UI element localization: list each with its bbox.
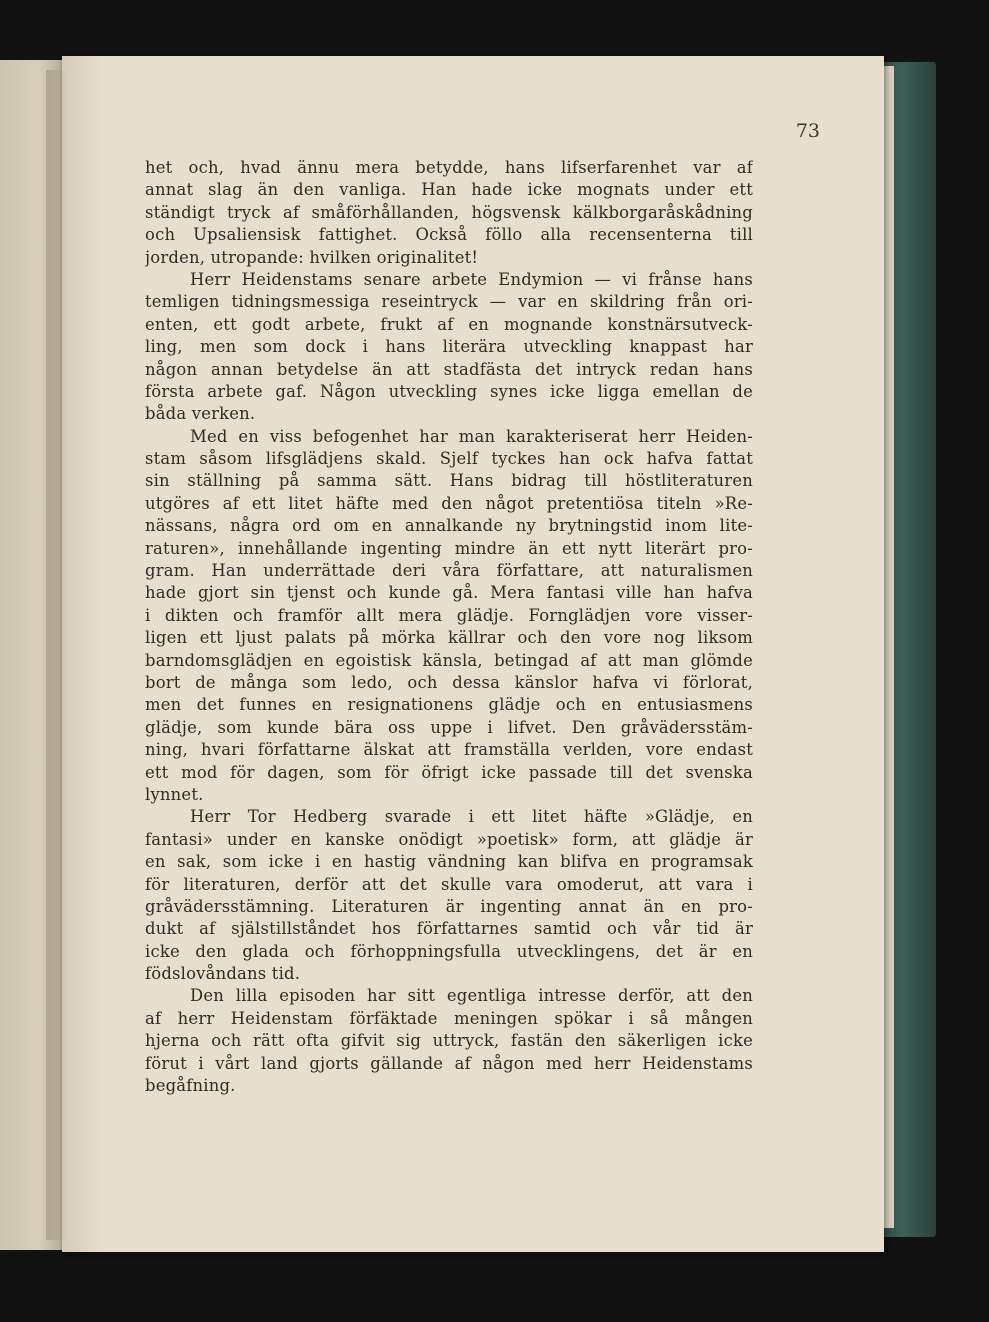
text-line: nässans, några ord om en annalkande ny brytningstid inom lite- bbox=[145, 516, 753, 536]
text-line: ett mod för dagen, som för öfrigt icke passade till det svenska bbox=[145, 762, 753, 782]
text-line: i dikten och framför allt mera glädje. Fornglädjen vore visser- bbox=[145, 605, 753, 625]
text-line: båda verken. bbox=[145, 404, 256, 424]
text-line: utgöres af ett litet häfte med den något pretentiösa titeln »Re- bbox=[145, 493, 753, 513]
text-line: en sak, som icke i en hastig vändning kan blifva en programsak bbox=[145, 852, 753, 872]
text-line: enten, ett godt arbete, frukt af en mognande konstnärsutveck- bbox=[145, 314, 753, 334]
text-line: men det funnes en resignationens glädje och en entusiasmens bbox=[145, 695, 753, 715]
text-line: annat slag än den vanliga. Han hade icke mognats under ett bbox=[145, 180, 753, 200]
text-line: temligen tidningsmessiga reseintryck — var en skildring från ori- bbox=[145, 292, 753, 312]
page-number: 73 bbox=[795, 120, 820, 142]
text-line: ständigt tryck af småförhållanden, högsvensk kälkborgaråskådning bbox=[145, 202, 753, 222]
text-line: af herr Heidenstam förfäktade meningen spökar i så mången bbox=[145, 1008, 753, 1028]
text-line: första arbete gaf. Någon utveckling synes icke ligga emellan de bbox=[145, 381, 753, 401]
text-line: stam såsom lifsglädjens skald. Sjelf tyckes han ock hafva fattat bbox=[145, 449, 753, 469]
text-line: någon annan betydelse än att stadfästa det intryck redan hans bbox=[145, 359, 753, 379]
text-line: fantasi» under en kanske onödigt »poetisk» form, att glädje är bbox=[145, 829, 753, 849]
text-line: ling, men som dock i hans literära utveckling knappast har bbox=[145, 337, 753, 357]
text-line: födslovåndans tid. bbox=[145, 964, 301, 984]
text-line: ning, hvari författarne älskat att framställa verlden, vore endast bbox=[145, 740, 753, 760]
text-line: för literaturen, derför att det skulle vara omoderut, att vara i bbox=[145, 874, 753, 894]
text-line: Med en viss befogenhet har man karakteriserat herr Heiden- bbox=[190, 426, 753, 446]
text-line: och Upsaliensisk fattighet. Också föllo alla recensenterna till bbox=[145, 225, 753, 245]
text-line: het och, hvad ännu mera betydde, hans lifserfarenhet var af bbox=[145, 158, 753, 177]
text-line: sin ställning på samma sätt. Hans bidrag till höstliteraturen bbox=[145, 471, 753, 491]
text-line: Herr Tor Hedberg svarade i ett litet häfte »Glädje, en bbox=[190, 807, 753, 827]
text-line: Herr Heidenstams senare arbete Endymion — vi frånse hans bbox=[190, 269, 753, 289]
text-line: Den lilla episoden har sitt egentliga intresse derför, att den bbox=[190, 986, 753, 1006]
text-line: hade gjort sin tjenst och kunde gå. Mera fantasi ville han hafva bbox=[145, 583, 753, 603]
text-line: barndomsglädjen en egoistisk känsla, betingad af att man glömde bbox=[145, 650, 753, 670]
body-text bbox=[145, 157, 753, 1097]
text-line: gram. Han underrättade deri våra författare, att naturalismen bbox=[145, 561, 753, 581]
text-line: gråvädersstämning. Literaturen är ingenting annat än en pro- bbox=[145, 896, 753, 916]
text-line: jorden, utropande: hvilken originalitet! bbox=[145, 247, 479, 267]
text-line: glädje, som kunde bära oss uppe i lifvet. Den gråvädersstäm- bbox=[145, 717, 753, 737]
text-line: ligen ett ljust palats på mörka källrar och den vore nog liksom bbox=[145, 628, 753, 648]
book-gutter bbox=[46, 70, 76, 1240]
text-line: förut i vårt land gjorts gällande af någon med herr Heidenstams bbox=[145, 1053, 753, 1073]
text-line: hjerna och rätt ofta gifvit sig uttryck, fastän den säkerligen icke bbox=[145, 1031, 753, 1051]
text-line: icke den glada och förhoppningsfulla utvecklingens, det är en bbox=[145, 941, 753, 961]
text-line: dukt af själstillståndet hos författarnes samtid och vår tid är bbox=[145, 919, 753, 939]
text-line: lynnet. bbox=[145, 784, 204, 804]
text-line: bort de många som ledo, och dessa känslor hafva vi förlorat, bbox=[145, 672, 753, 692]
text-line: begåfning. bbox=[145, 1076, 236, 1096]
text-line: raturen», innehållande ingenting mindre än ett nytt literärt pro- bbox=[145, 538, 753, 558]
